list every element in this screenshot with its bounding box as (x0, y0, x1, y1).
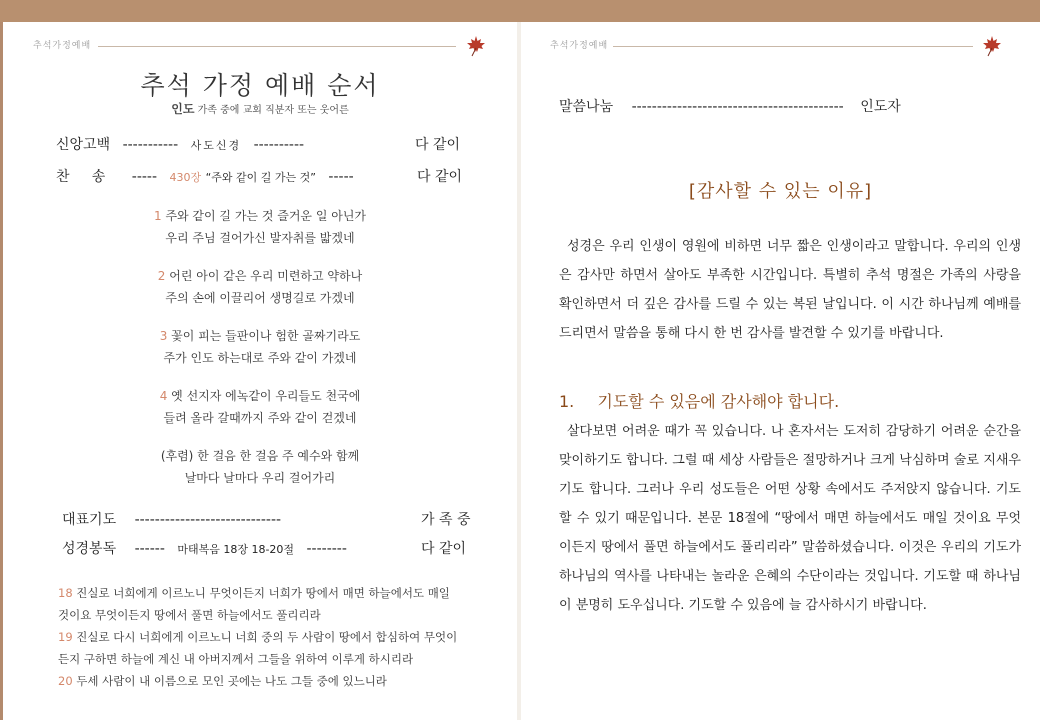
stanza-number: 1 (153, 209, 162, 223)
stanza-line: 날마다 날마다 우리 걸어가리 (184, 471, 336, 485)
order-label: 찬 송 (56, 169, 106, 185)
running-header-right: 추석가정예배 (550, 41, 609, 51)
stanza-number: 2 (157, 269, 166, 283)
top-frame-bar (0, 0, 1040, 22)
right-page (521, 22, 1040, 720)
point-title: 기도할 수 있음에 감사해야 합니다. (597, 392, 840, 411)
running-header-left: 추석가정예배 (33, 41, 92, 51)
order-dashes: ------ (134, 541, 165, 557)
verse-text: 든지 구하면 하늘에 계신 내 아버지께서 그들을 위하여 이루게 하시리라 (58, 652, 414, 666)
order-label: 말씀나눔 (559, 99, 614, 115)
left-page (3, 22, 517, 720)
intro-paragraph: 성경은 우리 인생이 영원에 비하면 너무 짧은 인생이라고 말합니다. 우리의 인생은 감사만 하면서 살아도 부족한 시간입니다. 특별히 추석 명절은 가족의 사랑을 확인하면서 더 깊은 감사를 드릴 수 있는 복된 날입니다. 이 시간 하나님께 예배를 드리면서 말씀을 통해 다시 한 번 감사를 발견할 수 있기를 바랍니다. (559, 239, 1021, 341)
order-item-sermon (559, 96, 901, 116)
stanza-line: 주가 인도 하는대로 주와 같이 가겠네 (163, 351, 357, 365)
order-dashes: ---------- (253, 137, 305, 153)
order-performer: 다 같이 (421, 541, 467, 557)
order-dashes: ----- (131, 169, 158, 185)
subtitle-leader-label: 인도 (171, 102, 195, 116)
order-label: 신앙고백 (56, 137, 111, 153)
stanza-line: 옛 선지자 에녹같이 우리들도 천국에 (171, 389, 361, 403)
order-item-hymn (56, 166, 362, 186)
hymn-stanza (3, 325, 517, 369)
hymn-stanza (3, 205, 517, 249)
order-item-creed (56, 134, 312, 154)
stanza-number: 4 (159, 389, 168, 403)
verse-number: 19 (58, 630, 73, 644)
stanza-line: 꽃이 피는 들판이나 험한 골짜기라도 (171, 329, 361, 343)
stanza-line: 들려 올라 갈때까지 주와 같이 걷겠네 (163, 411, 357, 425)
header-rule-right (613, 46, 973, 47)
section-title: [감사할 수 있는 이유] (688, 181, 873, 202)
verse-text: 두세 사람이 내 이름으로 모인 곳에는 나도 그들 중에 있느니라 (76, 674, 387, 688)
order-item-reading (62, 538, 355, 558)
stanza-number: 3 (159, 329, 168, 343)
header-rule-left (98, 46, 456, 47)
hymn-refrain (3, 445, 517, 489)
order-dashes: ------------------------------------------ (631, 99, 844, 115)
subtitle (3, 100, 517, 117)
verse-text: 진실로 다시 너희에게 이르노니 너희 중의 두 사람이 땅에서 합심하여 무엇이 (76, 630, 458, 644)
order-performer: 다 같이 (417, 169, 463, 185)
scripture-verses (58, 582, 498, 692)
order-label: 대표기도 (62, 512, 117, 528)
stanza-line: 주의 손에 이끌리어 생명길로 가겠네 (165, 291, 355, 305)
hymn-number: 430장 (169, 171, 202, 184)
hymn-stanza (3, 265, 517, 309)
maple-leaf-icon (464, 34, 488, 58)
order-dashes: ----------- (122, 137, 179, 153)
verse-number: 18 (58, 586, 73, 600)
maple-leaf-icon (980, 34, 1004, 58)
verse-number: 20 (58, 674, 73, 688)
point-number: 1. (559, 392, 575, 411)
order-label: 성경봉독 (62, 541, 117, 557)
stanza-line: 어린 아이 같은 우리 미련하고 약하나 (169, 269, 363, 283)
verse-text: 진실로 너희에게 이르노니 무엇이든지 너희가 땅에서 매면 하늘에서도 매일 (76, 586, 450, 600)
order-dashes: ----- (328, 169, 354, 185)
order-center: 사도신경 (190, 139, 242, 152)
order-performer: 인도자 (860, 99, 901, 115)
order-performer: 가 족 중 (421, 512, 471, 528)
stanza-line: 주와 같이 길 가는 것 즐거운 일 아닌가 (165, 209, 367, 223)
stanza-line: (후렴) 한 걸음 한 걸음 주 예수와 함께 (160, 449, 360, 463)
order-dashes: ----------------------------- (134, 512, 282, 528)
point-body: 살다보면 어려운 때가 꼭 있습니다. 나 혼자서는 도저히 감당하기 어려운 순간을 맞이하기도 합니다. 그럴 때 세상 사람들은 절망하거나 크게 낙심하며 술로 지새우기도 합니다. 그러나 우리 성도들은 어떤 상황 속에서도 주저앉지 않습니다. 기도할 수 있기 때문입니다. 본문 18절에 “땅에서 매면 하늘에서도 매일 것이요 무엇이든지 땅에서 풀면 하늘에서도 풀리리라” 말씀하셨습니다. 이것은 우리의 기도가 하나님의 역사를 나타내는 놀라운 은혜의 수단이라는 것입니다. 기도할 때 하나님이 분명히 도우십니다. 기도할 수 있음에 늘 감사하시기 바랍니다. (559, 424, 1021, 613)
scripture-reference: 마태복음 18장 18-20절 (177, 543, 295, 556)
hymn-stanza (3, 385, 517, 429)
order-dashes: -------- (306, 541, 347, 557)
page-title: 추석 가정 예배 순서 (140, 71, 380, 100)
hymn-title: “주와 같이 길 가는 것” (205, 171, 316, 184)
stanza-line: 우리 주님 걸어가신 발자취를 밟겠네 (165, 231, 355, 245)
order-item-prayer (62, 509, 281, 529)
order-performer: 다 같이 (415, 137, 461, 153)
point-heading (559, 389, 839, 412)
verse-text: 것이요 무엇이든지 땅에서 풀면 하늘에서도 풀리리라 (58, 608, 321, 622)
subtitle-leader-desc: 가족 중에 교회 직분자 또는 웃어른 (197, 105, 349, 116)
